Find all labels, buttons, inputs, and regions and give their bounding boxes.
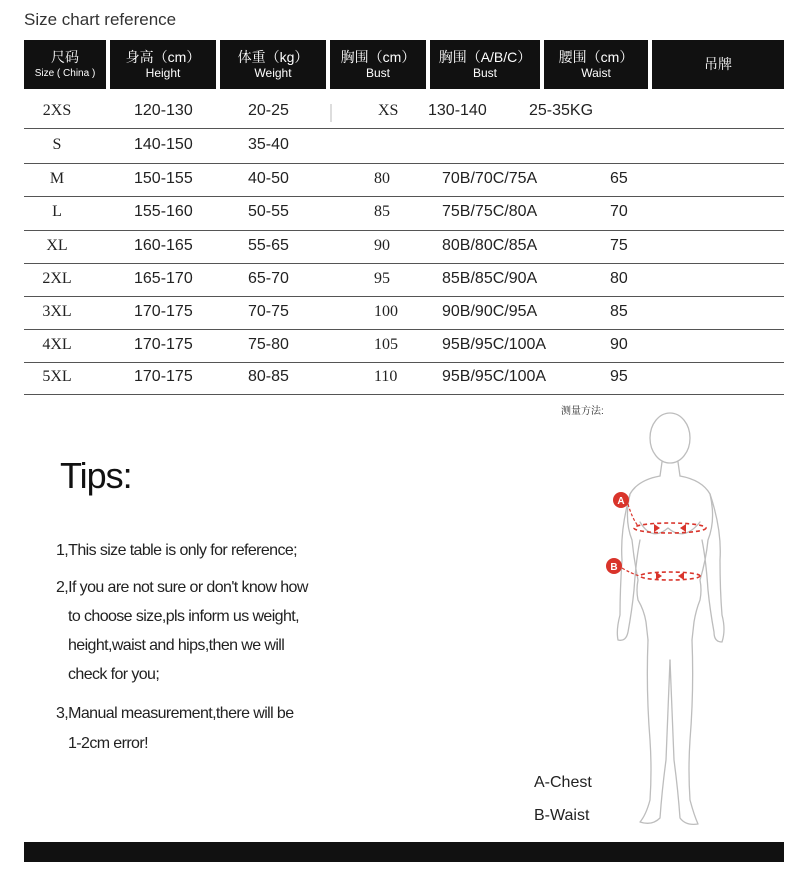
body-figure-illustration bbox=[590, 410, 740, 835]
table-row bbox=[24, 329, 784, 363]
cell-height: 150-155 bbox=[134, 170, 193, 187]
table-row bbox=[24, 362, 784, 395]
cell-height: 165-170 bbox=[134, 270, 193, 287]
tip-line: check for you; bbox=[68, 666, 160, 683]
cell-bust-cup: 85B/85C/90A bbox=[442, 270, 538, 287]
page-title: Size chart reference bbox=[24, 10, 177, 29]
divider bbox=[330, 104, 332, 122]
cell-weight: 50-55 bbox=[248, 203, 289, 220]
cell-bust: 100 bbox=[374, 303, 398, 320]
cell-size: L bbox=[52, 203, 62, 220]
cell-waist: 85 bbox=[610, 303, 628, 320]
cell-bust: 80 bbox=[374, 170, 390, 187]
cell-height: 120-130 bbox=[134, 102, 193, 119]
cell-bust-cup: 90B/90C/95A bbox=[442, 303, 538, 320]
tip-line: height,waist and hips,then we will bbox=[68, 637, 285, 654]
table-row bbox=[24, 163, 784, 197]
cell-bust-cup: 80B/80C/85A bbox=[442, 237, 538, 254]
cell-size: 3XL bbox=[42, 303, 72, 320]
cell-weight: 20-25 bbox=[248, 102, 289, 119]
cell-waist: 70 bbox=[610, 203, 628, 220]
cell-height: 170-175 bbox=[134, 368, 193, 385]
cell-height: 155-160 bbox=[134, 203, 193, 220]
cell-weight: 80-85 bbox=[248, 368, 289, 385]
header-height: 身高（cm） Height bbox=[110, 40, 216, 89]
size-chart-table bbox=[24, 40, 784, 385]
cell-bust: XS bbox=[378, 102, 399, 119]
header-weight: 体重（kg） Weight bbox=[220, 40, 326, 89]
cell-waist: 65 bbox=[610, 170, 628, 187]
table-row bbox=[24, 95, 784, 129]
cell-bust: 95 bbox=[374, 270, 390, 287]
header-bust-cup: 胸围（A/B/C） Bust bbox=[430, 40, 540, 89]
table-row bbox=[24, 296, 784, 330]
cell-bust-cup: 95B/95C/100A bbox=[442, 368, 547, 385]
header-bust-cm: 胸围（cm） Bust bbox=[330, 40, 426, 89]
cell-weight: 75-80 bbox=[248, 336, 289, 353]
cell-bust: 90 bbox=[374, 237, 390, 254]
tip-line: 1,This size table is only for reference; bbox=[56, 542, 298, 559]
cell-weight: 40-50 bbox=[248, 170, 289, 187]
tips-heading: Tips: bbox=[60, 455, 132, 496]
footer-bar bbox=[24, 842, 784, 862]
header-waist: 腰围（cm） Waist bbox=[544, 40, 648, 89]
cell-height: 170-175 bbox=[134, 336, 193, 353]
cell-size: M bbox=[49, 170, 65, 187]
table-header bbox=[24, 40, 784, 89]
legend-waist: B-Waist bbox=[534, 807, 590, 824]
cell-height: 140-150 bbox=[134, 136, 193, 153]
header-tag: 吊牌 bbox=[652, 40, 784, 89]
cell-height: 160-165 bbox=[134, 237, 193, 254]
tip-line: to choose size,pls inform us weight, bbox=[68, 608, 299, 625]
cell-height: 170-175 bbox=[134, 303, 193, 320]
cell-waist: 75 bbox=[610, 237, 628, 254]
cell-bust-cup: 75B/75C/80A bbox=[442, 203, 538, 220]
cell-bust: 110 bbox=[374, 368, 398, 385]
table-row bbox=[24, 263, 784, 297]
table-row bbox=[24, 230, 784, 264]
table-row bbox=[24, 128, 784, 164]
cell-bust: 105 bbox=[374, 336, 398, 353]
cell-bust-cup: 130-140 bbox=[428, 102, 487, 119]
cell-size: S bbox=[52, 136, 62, 153]
cell-weight: 70-75 bbox=[248, 303, 289, 320]
cell-weight: 35-40 bbox=[248, 136, 289, 153]
tip-line: 2,If you are not sure or don't know how bbox=[56, 579, 308, 596]
cell-weight: 65-70 bbox=[248, 270, 289, 287]
measure-method-label: 测量方法: bbox=[561, 406, 604, 417]
cell-bust-cup: 95B/95C/100A bbox=[442, 336, 547, 353]
cell-size: 2XS bbox=[42, 102, 72, 119]
header-size: 尺码 Size ( China ) bbox=[24, 40, 106, 89]
cell-bust-cup: 70B/70C/75A bbox=[442, 170, 538, 187]
cell-size: 2XL bbox=[42, 270, 72, 287]
cell-waist: 95 bbox=[610, 368, 628, 385]
cell-size: 4XL bbox=[42, 336, 72, 353]
cell-waist: 25-35KG bbox=[529, 102, 594, 119]
table-row bbox=[24, 196, 784, 231]
cell-weight: 55-65 bbox=[248, 237, 289, 254]
marker-a-label: A bbox=[617, 496, 625, 507]
legend-chest: A-Chest bbox=[534, 774, 592, 791]
cell-size: 5XL bbox=[42, 368, 72, 385]
tip-line: 3,Manual measurement,there will be bbox=[56, 705, 294, 722]
cell-waist: 90 bbox=[610, 336, 628, 353]
tip-line: 1-2cm error! bbox=[68, 735, 148, 752]
cell-bust: 85 bbox=[374, 203, 390, 220]
marker-b-label: B bbox=[610, 562, 618, 573]
cell-waist: 80 bbox=[610, 270, 628, 287]
cell-size: XL bbox=[46, 237, 68, 254]
